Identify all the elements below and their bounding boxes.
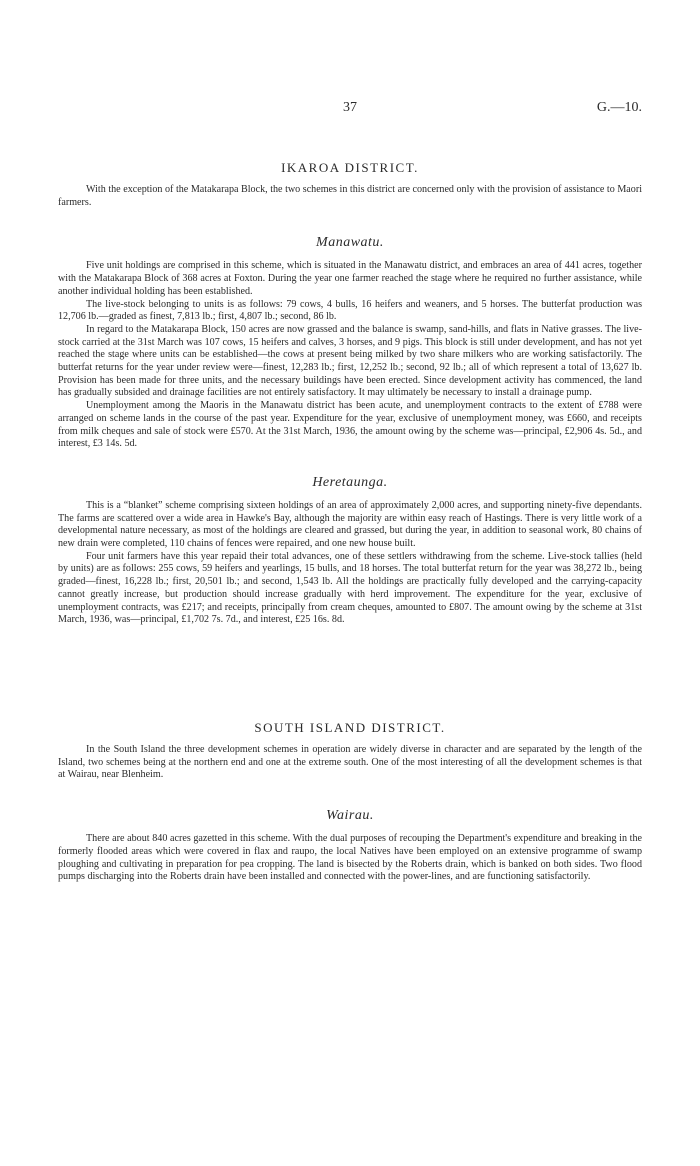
- subsection-title-wairau: Wairau.: [326, 808, 374, 824]
- subsection-heretaunga: [58, 475, 642, 627]
- paragraph-ikaroa-intro: With the exception of the Matakarapa Block, the two schemes in this district are concerned only with the provision of assistance to Maori farmers.: [58, 184, 642, 208]
- paragraph-heretaunga-2: Four unit farmers have this year repaid their total advances, one of these settlers withdrawing from the scheme. Live-stock tallies (held by units) are as follows: 255 cows, 59 heifers and yearlings, 15 bulls, and 18 horses. The total butterfat return for the year was 38,272 lb., being graded—finest, 16,228 lb.; first, 20,501 lb.; and second, 1,543 lb. All the holdings are practically fully developed and the carrying-capacity cannot greatly increase, but production should increase gradually with herd improvement. The expenditure for the year, exclusive of unemployment contracts, was £217; and receipts, principally from cream cheques, amounted to £807. The amount owing by the scheme at 31st March, 1936, was—principal, £1,702 7s. 7d., and interest, £25 16s. 8d.: [58, 550, 642, 626]
- subsection-manawatu: [58, 235, 642, 451]
- subsection-wairau: [58, 808, 642, 884]
- paragraph-manawatu-3: In regard to the Matakarapa Block, 150 acres are now grassed and the balance is swamp, sand-hills, and flats in Native grasses. The live-stock carried at the 31st March was 107 cows, 15 heifers and calves, 3 horses, and 9 pigs. This block is still under development, and has not yet reached the stage where units can be established—the cows at present being milked by two share milkers who are working satisfactorily. The butterfat returns for the year under review were—finest, 12,283 lb.; first, 12,252 lb.; second, 92 lb.; all of which represent a total of 13,627 lb. Provision has been made for three units, and the necessary buildings have been erected. Since development activity has commenced, the land has gradually subsided and drainage facilities are not entirely satisfactory. It may ultimately be necessary to install a drainage pump.: [58, 323, 642, 399]
- section-title-ikaroa: IKAROA DISTRICT.: [281, 160, 419, 175]
- section-south-island-district: [58, 720, 642, 782]
- paragraph-wairau-1: There are about 840 acres gazetted in this scheme. With the dual purposes of recouping the Department's expenditure and breaking in the formerly flooded areas which were covered in flax and raupo, the local Natives have been employed on an extensive programme of swamp ploughing and cultivating in preparation for pea cropping. The land is bisected by the Roberts drain, which is banked on both sides. Two flood pumps discharging into the Roberts drain have been installed and connected with the power-lines, and are functioning satisfactorily.: [58, 833, 642, 883]
- section-title-south-island: SOUTH ISLAND DISTRICT.: [254, 719, 446, 735]
- section-ikaroa-district: [58, 160, 642, 209]
- paragraph-manawatu-1: Five unit holdings are comprised in this scheme, which is situated in the Manawatu district, and embraces an area of 441 acres, together with the Matakarapa Block of 368 acres at Foxton. During the year one farmer reached the stage where he required no further assistance, while another individual holding has been established.: [58, 260, 642, 297]
- subsection-title-heretaunga: Heretaunga.: [312, 474, 388, 490]
- paragraph-manawatu-4: Unemployment among the Maoris in the Manawatu district has been acute, and unemployment contracts to the extent of £788 were arranged on scheme lands in the course of the past year. Expenditure for the year, exclusive of unemployment money, was £660, and receipts from milk cheques and sale of stock were £570. At the 31st March, 1936, the amount owing by the scheme was—principal, £2,906 4s. 5d., and interest, £3 14s. 5d.: [58, 400, 642, 450]
- paragraph-heretaunga-1: This is a “blanket” scheme comprising sixteen holdings of an area of approximately 2,000 acres, and supporting ninety-five dependants. The farms are scattered over a wide area in Hawke's Bay, although the majority are within easy reach of Hastings. There is very little work of a developmental nature necessary, as most of the holdings are cleared and grassed, but during the year, in addition to seasonal work, 80 chains of new drain were completed, 110 chains of fences were repaired, and one new house built.: [58, 499, 642, 550]
- page-number: 37: [343, 100, 357, 115]
- paragraph-manawatu-2: The live-stock belonging to units is as follows: 79 cows, 4 bulls, 16 heifers and weaners, and 5 horses. The butterfat production was 12,706 lb.—graded as finest, 7,813 lb.; first, 4,807 lb.; second, 86 lb.: [58, 298, 642, 323]
- document-reference: G.—10.: [596, 100, 642, 115]
- subsection-title-manawatu: Manawatu.: [316, 235, 384, 251]
- page-body: [58, 160, 642, 884]
- paragraph-south-island-intro: In the South Island the three development schemes in operation are widely diverse in character and are separated by the length of the Island, two schemes being at the northern end and one at the extreme south. One of the most interesting of all the development schemes is that at Wairau, near Blenheim.: [58, 743, 642, 781]
